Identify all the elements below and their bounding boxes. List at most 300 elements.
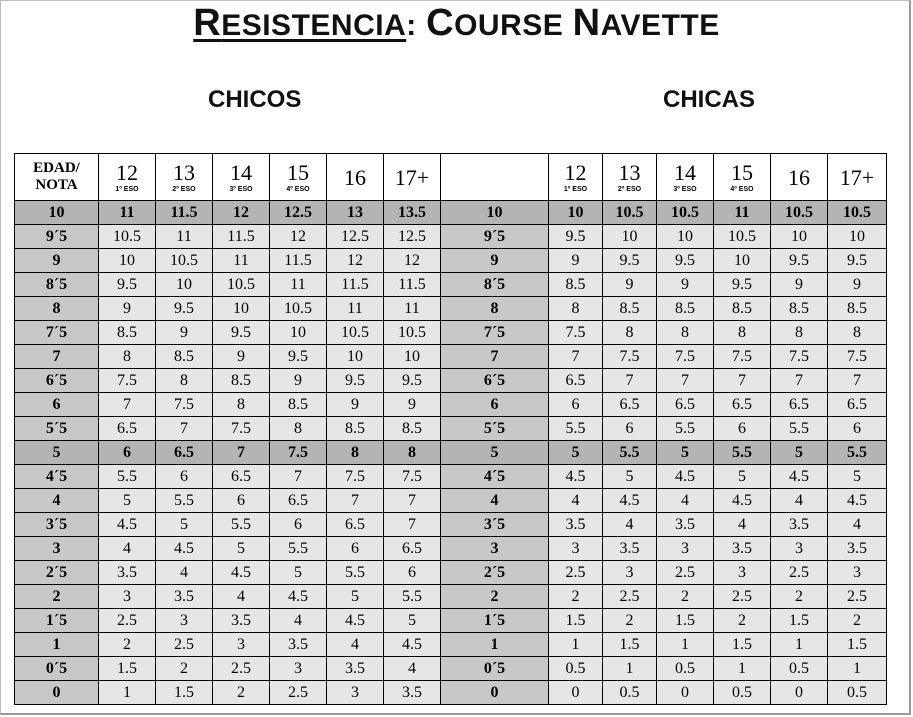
boys-value-cell: 7.5 xyxy=(327,465,384,489)
girls-value-cell: 2.5 xyxy=(549,561,603,585)
nota-cell: 1 xyxy=(441,633,549,657)
girls-value-cell: 8 xyxy=(828,321,887,345)
boys-value-cell: 10 xyxy=(156,273,213,297)
boys-value-cell: 11 xyxy=(99,201,156,225)
boys-value-cell: 5.5 xyxy=(384,585,441,609)
boys-value-cell: 9.5 xyxy=(384,369,441,393)
boys-value-cell: 3.5 xyxy=(384,681,441,705)
girls-value-cell: 5 xyxy=(714,465,771,489)
boys-value-cell: 5 xyxy=(213,537,270,561)
boys-value-cell: 4.5 xyxy=(213,561,270,585)
table-row xyxy=(15,489,887,513)
boys-value-cell: 5.5 xyxy=(327,561,384,585)
boys-value-cell: 3.5 xyxy=(156,585,213,609)
boys-value-cell: 6 xyxy=(213,489,270,513)
girls-value-cell: 2 xyxy=(714,609,771,633)
girls-value-cell: 1.5 xyxy=(771,609,828,633)
boys-value-cell: 12 xyxy=(327,249,384,273)
girls-value-cell: 1 xyxy=(828,657,887,681)
boys-value-cell: 12 xyxy=(270,225,327,249)
girls-value-cell: 8 xyxy=(714,321,771,345)
girls-value-cell: 2 xyxy=(603,609,657,633)
table-row xyxy=(15,537,887,561)
girls-value-cell: 4 xyxy=(549,489,603,513)
boys-value-cell: 8.5 xyxy=(384,417,441,441)
boys-value-cell: 13 xyxy=(327,201,384,225)
age-label: 15 xyxy=(287,159,309,185)
score-table xyxy=(14,153,887,705)
table-row xyxy=(15,273,887,297)
nota-cell: 5´5 xyxy=(441,417,549,441)
girls-value-cell: 2.5 xyxy=(771,561,828,585)
boys-value-cell: 8.5 xyxy=(327,417,384,441)
boys-age-header xyxy=(270,154,327,201)
boys-value-cell: 1.5 xyxy=(156,681,213,705)
girls-age-header xyxy=(771,154,828,201)
girls-value-cell: 6.5 xyxy=(603,393,657,417)
girls-value-cell: 3.5 xyxy=(549,513,603,537)
boys-value-cell: 4 xyxy=(213,585,270,609)
girls-value-cell: 9.5 xyxy=(714,273,771,297)
boys-value-cell: 5 xyxy=(384,609,441,633)
girls-value-cell: 9.5 xyxy=(657,249,714,273)
boys-value-cell: 7.5 xyxy=(384,465,441,489)
boys-value-cell: 7 xyxy=(213,441,270,465)
table-row xyxy=(15,681,887,705)
boys-value-cell: 2.5 xyxy=(99,609,156,633)
girls-value-cell: 2 xyxy=(657,585,714,609)
boys-value-cell: 10.5 xyxy=(270,297,327,321)
boys-value-cell: 8 xyxy=(270,417,327,441)
table-row xyxy=(15,417,887,441)
boys-value-cell: 11.5 xyxy=(327,273,384,297)
boys-value-cell: 6.5 xyxy=(384,537,441,561)
boys-value-cell: 10.5 xyxy=(213,273,270,297)
girls-value-cell: 3.5 xyxy=(657,513,714,537)
course-label: 2º ESO xyxy=(617,185,642,193)
girls-value-cell: 10.5 xyxy=(714,225,771,249)
girls-value-cell: 10 xyxy=(771,225,828,249)
boys-value-cell: 9.5 xyxy=(270,345,327,369)
age-label: 16 xyxy=(344,164,366,190)
boys-value-cell: 4 xyxy=(99,537,156,561)
age-label: 12 xyxy=(564,159,587,185)
girls-value-cell: 0.5 xyxy=(828,681,887,705)
nota-cell: 4 xyxy=(441,489,549,513)
table-row xyxy=(15,465,887,489)
girls-value-cell: 8.5 xyxy=(828,297,887,321)
age-label: 13 xyxy=(618,159,641,185)
boys-value-cell: 7 xyxy=(384,489,441,513)
girls-value-cell: 0 xyxy=(657,681,714,705)
girls-age-header xyxy=(714,154,771,201)
girls-value-cell: 3 xyxy=(828,561,887,585)
table-body xyxy=(15,201,887,705)
girls-value-cell: 3.5 xyxy=(603,537,657,561)
boys-value-cell: 10.5 xyxy=(156,249,213,273)
nota-cell: 9 xyxy=(15,249,99,273)
girls-value-cell: 11 xyxy=(714,201,771,225)
boys-value-cell: 2 xyxy=(213,681,270,705)
nota-cell: 7 xyxy=(441,345,549,369)
girls-value-cell: 1.5 xyxy=(657,609,714,633)
boys-value-cell: 9 xyxy=(327,393,384,417)
girls-value-cell: 5.5 xyxy=(603,441,657,465)
girls-value-cell: 7 xyxy=(549,345,603,369)
table-header-row xyxy=(15,154,887,201)
course-label: 4º ESO xyxy=(730,185,754,193)
boys-value-cell: 8.5 xyxy=(156,345,213,369)
table-row xyxy=(15,609,887,633)
boys-value-cell: 2.5 xyxy=(213,657,270,681)
boys-value-cell: 10 xyxy=(384,345,441,369)
boys-value-cell: 4.5 xyxy=(384,633,441,657)
boys-value-cell: 6.5 xyxy=(213,465,270,489)
nota-cell: 8 xyxy=(15,297,99,321)
boys-value-cell: 7 xyxy=(270,465,327,489)
boys-value-cell: 3 xyxy=(327,681,384,705)
girls-value-cell: 1 xyxy=(603,657,657,681)
boys-value-cell: 11.5 xyxy=(156,201,213,225)
girls-value-cell: 4.5 xyxy=(828,489,887,513)
boys-value-cell: 8 xyxy=(327,441,384,465)
girls-value-cell: 9 xyxy=(603,273,657,297)
nota-cell: 1 xyxy=(15,633,99,657)
boys-value-cell: 12 xyxy=(384,249,441,273)
boys-value-cell: 13.5 xyxy=(384,201,441,225)
boys-value-cell: 10.5 xyxy=(327,321,384,345)
girls-value-cell: 4.5 xyxy=(771,465,828,489)
boys-value-cell: 4 xyxy=(270,609,327,633)
boys-value-cell: 6 xyxy=(384,561,441,585)
age-label: 17+ xyxy=(839,164,875,190)
boys-value-cell: 5.5 xyxy=(99,465,156,489)
boys-value-cell: 10.5 xyxy=(99,225,156,249)
nota-cell: 3´5 xyxy=(15,513,99,537)
girls-value-cell: 8.5 xyxy=(771,297,828,321)
boys-value-cell: 3.5 xyxy=(99,561,156,585)
nota-cell: 2´5 xyxy=(441,561,549,585)
boys-value-cell: 3 xyxy=(156,609,213,633)
boys-value-cell: 8.5 xyxy=(270,393,327,417)
girls-value-cell: 1.5 xyxy=(549,609,603,633)
nota-cell: 7 xyxy=(15,345,99,369)
boys-value-cell: 9 xyxy=(270,369,327,393)
boys-value-cell: 10 xyxy=(270,321,327,345)
boys-value-cell: 6 xyxy=(327,537,384,561)
boys-value-cell: 8 xyxy=(213,393,270,417)
table-row xyxy=(15,369,887,393)
girls-value-cell: 5 xyxy=(549,441,603,465)
boys-value-cell: 8 xyxy=(156,369,213,393)
table-row xyxy=(15,585,887,609)
girls-value-cell: 3 xyxy=(549,537,603,561)
girls-value-cell: 5.5 xyxy=(657,417,714,441)
girls-value-cell: 8 xyxy=(657,321,714,345)
girls-value-cell: 8.5 xyxy=(657,297,714,321)
girls-value-cell: 4 xyxy=(828,513,887,537)
corner-header: EDAD/ NOTA xyxy=(15,154,99,201)
table-row xyxy=(15,321,887,345)
nota-cell: 3 xyxy=(15,537,99,561)
boys-age-header xyxy=(99,154,156,201)
girls-value-cell: 5 xyxy=(771,441,828,465)
boys-value-cell: 2 xyxy=(99,633,156,657)
girls-value-cell: 7.5 xyxy=(828,345,887,369)
girls-value-cell: 2 xyxy=(549,585,603,609)
boys-value-cell: 9 xyxy=(156,321,213,345)
girls-value-cell: 6.5 xyxy=(657,393,714,417)
table-row xyxy=(15,297,887,321)
girls-value-cell: 4.5 xyxy=(549,465,603,489)
girls-value-cell: 3 xyxy=(603,561,657,585)
boys-age-header xyxy=(327,154,384,201)
boys-value-cell: 8 xyxy=(384,441,441,465)
girls-value-cell: 5.5 xyxy=(549,417,603,441)
boys-value-cell: 11 xyxy=(327,297,384,321)
girls-value-cell: 7 xyxy=(603,369,657,393)
age-label: 15 xyxy=(731,159,753,185)
girls-value-cell: 1 xyxy=(549,633,603,657)
boys-value-cell: 3.5 xyxy=(213,609,270,633)
girls-value-cell: 4 xyxy=(771,489,828,513)
girls-value-cell: 7 xyxy=(714,369,771,393)
girls-value-cell: 8 xyxy=(549,297,603,321)
boys-value-cell: 3.5 xyxy=(327,657,384,681)
girls-value-cell: 3 xyxy=(714,561,771,585)
girls-value-cell: 10.5 xyxy=(603,201,657,225)
girls-value-cell: 7.5 xyxy=(603,345,657,369)
boys-value-cell: 7 xyxy=(384,513,441,537)
boys-value-cell: 3 xyxy=(270,657,327,681)
girls-value-cell: 10.5 xyxy=(771,201,828,225)
girls-value-cell: 2.5 xyxy=(828,585,887,609)
boys-value-cell: 4 xyxy=(156,561,213,585)
nota-cell: 10 xyxy=(15,201,99,225)
boys-value-cell: 7 xyxy=(327,489,384,513)
girls-value-cell: 2.5 xyxy=(714,585,771,609)
nota-cell: 4´5 xyxy=(15,465,99,489)
girls-value-cell: 6 xyxy=(603,417,657,441)
girls-value-cell: 4.5 xyxy=(657,465,714,489)
age-label: 14 xyxy=(230,159,252,185)
boys-value-cell: 4 xyxy=(327,633,384,657)
nota-cell: 6 xyxy=(441,393,549,417)
girls-value-cell: 8.5 xyxy=(603,297,657,321)
girls-value-cell: 10 xyxy=(603,225,657,249)
boys-value-cell: 3.5 xyxy=(270,633,327,657)
girls-value-cell: 6.5 xyxy=(828,393,887,417)
girls-value-cell: 5 xyxy=(603,465,657,489)
girls-value-cell: 9.5 xyxy=(549,225,603,249)
table-row xyxy=(15,249,887,273)
girls-value-cell: 5.5 xyxy=(828,441,887,465)
girls-value-cell: 10 xyxy=(657,225,714,249)
girls-value-cell: 9 xyxy=(828,273,887,297)
boys-value-cell: 2.5 xyxy=(156,633,213,657)
girls-value-cell: 3 xyxy=(657,537,714,561)
boys-value-cell: 7.5 xyxy=(270,441,327,465)
girls-value-cell: 6.5 xyxy=(771,393,828,417)
boys-value-cell: 8.5 xyxy=(213,369,270,393)
table-row xyxy=(15,441,887,465)
nota-cell: 10 xyxy=(441,201,549,225)
nota-cell: 5 xyxy=(441,441,549,465)
course-label: 1º ESO xyxy=(115,185,139,193)
girls-value-cell: 10.5 xyxy=(657,201,714,225)
boys-value-cell: 11.5 xyxy=(213,225,270,249)
girls-value-cell: 9 xyxy=(549,249,603,273)
girls-value-cell: 3.5 xyxy=(771,513,828,537)
boys-age-header xyxy=(156,154,213,201)
girls-value-cell: 9.5 xyxy=(771,249,828,273)
girls-value-cell: 3.5 xyxy=(714,537,771,561)
girls-value-cell: 6 xyxy=(549,393,603,417)
boys-value-cell: 7 xyxy=(99,393,156,417)
boys-value-cell: 6 xyxy=(270,513,327,537)
girls-value-cell: 3 xyxy=(771,537,828,561)
girls-value-cell: 5.5 xyxy=(771,417,828,441)
nota-cell: 6´5 xyxy=(15,369,99,393)
nota-cell: 0 xyxy=(441,681,549,705)
girls-corner-header xyxy=(441,154,549,201)
girls-value-cell: 8 xyxy=(603,321,657,345)
girls-value-cell: 7 xyxy=(771,369,828,393)
nota-cell: 9´5 xyxy=(441,225,549,249)
girls-value-cell: 6 xyxy=(714,417,771,441)
title-word-resistencia: RESISTENCIA xyxy=(193,2,407,44)
boys-age-header xyxy=(384,154,441,201)
girls-value-cell: 0.5 xyxy=(771,657,828,681)
boys-value-cell: 10.5 xyxy=(384,321,441,345)
boys-value-cell: 12 xyxy=(213,201,270,225)
nota-cell: 0 xyxy=(15,681,99,705)
girls-value-cell: 9 xyxy=(771,273,828,297)
girls-value-cell: 9.5 xyxy=(603,249,657,273)
boys-value-cell: 10 xyxy=(213,297,270,321)
boys-value-cell: 12.5 xyxy=(384,225,441,249)
nota-cell: 5´5 xyxy=(15,417,99,441)
boys-value-cell: 2.5 xyxy=(270,681,327,705)
girls-value-cell: 2.5 xyxy=(657,561,714,585)
boys-value-cell: 4.5 xyxy=(270,585,327,609)
girls-value-cell: 0.5 xyxy=(549,657,603,681)
nota-cell: 1´5 xyxy=(15,609,99,633)
boys-value-cell: 8.5 xyxy=(99,321,156,345)
girls-value-cell: 10.5 xyxy=(828,201,887,225)
course-label: 3º ESO xyxy=(229,185,253,193)
boys-value-cell: 5.5 xyxy=(156,489,213,513)
girls-value-cell: 3.5 xyxy=(828,537,887,561)
girls-value-cell: 1.5 xyxy=(714,633,771,657)
course-label: 1º ESO xyxy=(563,185,588,193)
age-label: 12 xyxy=(116,159,138,185)
girls-value-cell: 1.5 xyxy=(828,633,887,657)
table-row xyxy=(15,393,887,417)
nota-cell: 5 xyxy=(15,441,99,465)
nota-cell: 4´5 xyxy=(441,465,549,489)
girls-value-cell: 7 xyxy=(828,369,887,393)
girls-value-cell: 7.5 xyxy=(714,345,771,369)
girls-value-cell: 4.5 xyxy=(714,489,771,513)
boys-age-header xyxy=(213,154,270,201)
girls-value-cell: 0 xyxy=(771,681,828,705)
nota-cell: 8 xyxy=(441,297,549,321)
boys-value-cell: 6.5 xyxy=(270,489,327,513)
nota-cell: 9´5 xyxy=(15,225,99,249)
boys-value-cell: 5 xyxy=(327,585,384,609)
boys-value-cell: 5 xyxy=(156,513,213,537)
table-row xyxy=(15,633,887,657)
boys-value-cell: 5 xyxy=(270,561,327,585)
girls-value-cell: 4 xyxy=(603,513,657,537)
boys-value-cell: 11 xyxy=(213,249,270,273)
boys-value-cell: 7.5 xyxy=(99,369,156,393)
nota-cell: 0´5 xyxy=(441,657,549,681)
boys-value-cell: 5.5 xyxy=(270,537,327,561)
table-row xyxy=(15,225,887,249)
girls-value-cell: 5 xyxy=(657,441,714,465)
nota-cell: 6 xyxy=(15,393,99,417)
boys-value-cell: 10 xyxy=(327,345,384,369)
girls-value-cell: 7.5 xyxy=(549,321,603,345)
nota-cell: 2´5 xyxy=(15,561,99,585)
girls-value-cell: 4 xyxy=(714,513,771,537)
boys-value-cell: 4.5 xyxy=(99,513,156,537)
boys-value-cell: 6 xyxy=(99,441,156,465)
girls-value-cell: 10 xyxy=(549,201,603,225)
boys-value-cell: 11.5 xyxy=(270,249,327,273)
girls-value-cell: 2 xyxy=(771,585,828,609)
boys-value-cell: 4.5 xyxy=(327,609,384,633)
nota-cell: 8´5 xyxy=(441,273,549,297)
boys-value-cell: 1 xyxy=(99,681,156,705)
girls-value-cell: 2 xyxy=(828,609,887,633)
nota-cell: 1´5 xyxy=(441,609,549,633)
nota-cell: 6´5 xyxy=(441,369,549,393)
nota-cell: 7´5 xyxy=(441,321,549,345)
nota-cell: 2 xyxy=(441,585,549,609)
boys-value-cell: 9.5 xyxy=(156,297,213,321)
boys-value-cell: 10 xyxy=(99,249,156,273)
girls-value-cell: 2.5 xyxy=(603,585,657,609)
girls-age-header xyxy=(828,154,887,201)
boys-value-cell: 9 xyxy=(384,393,441,417)
boys-value-cell: 7.5 xyxy=(213,417,270,441)
heading-girls: CHICAS xyxy=(663,86,756,113)
girls-value-cell: 5.5 xyxy=(714,441,771,465)
girls-value-cell: 8.5 xyxy=(714,297,771,321)
girls-value-cell: 10 xyxy=(828,225,887,249)
girls-value-cell: 7.5 xyxy=(657,345,714,369)
boys-value-cell: 9.5 xyxy=(99,273,156,297)
age-label: 14 xyxy=(674,159,696,185)
girls-value-cell: 8 xyxy=(771,321,828,345)
boys-value-cell: 4.5 xyxy=(156,537,213,561)
girls-value-cell: 0.5 xyxy=(714,681,771,705)
boys-value-cell: 7.5 xyxy=(156,393,213,417)
boys-value-cell: 6.5 xyxy=(327,513,384,537)
nota-cell: 2 xyxy=(15,585,99,609)
girls-age-header xyxy=(549,154,603,201)
course-label: 2º ESO xyxy=(172,185,196,193)
boys-value-cell: 5 xyxy=(99,489,156,513)
girls-value-cell: 1 xyxy=(771,633,828,657)
boys-value-cell: 6.5 xyxy=(156,441,213,465)
boys-value-cell: 6.5 xyxy=(99,417,156,441)
nota-cell: 0´5 xyxy=(15,657,99,681)
girls-value-cell: 1 xyxy=(714,657,771,681)
